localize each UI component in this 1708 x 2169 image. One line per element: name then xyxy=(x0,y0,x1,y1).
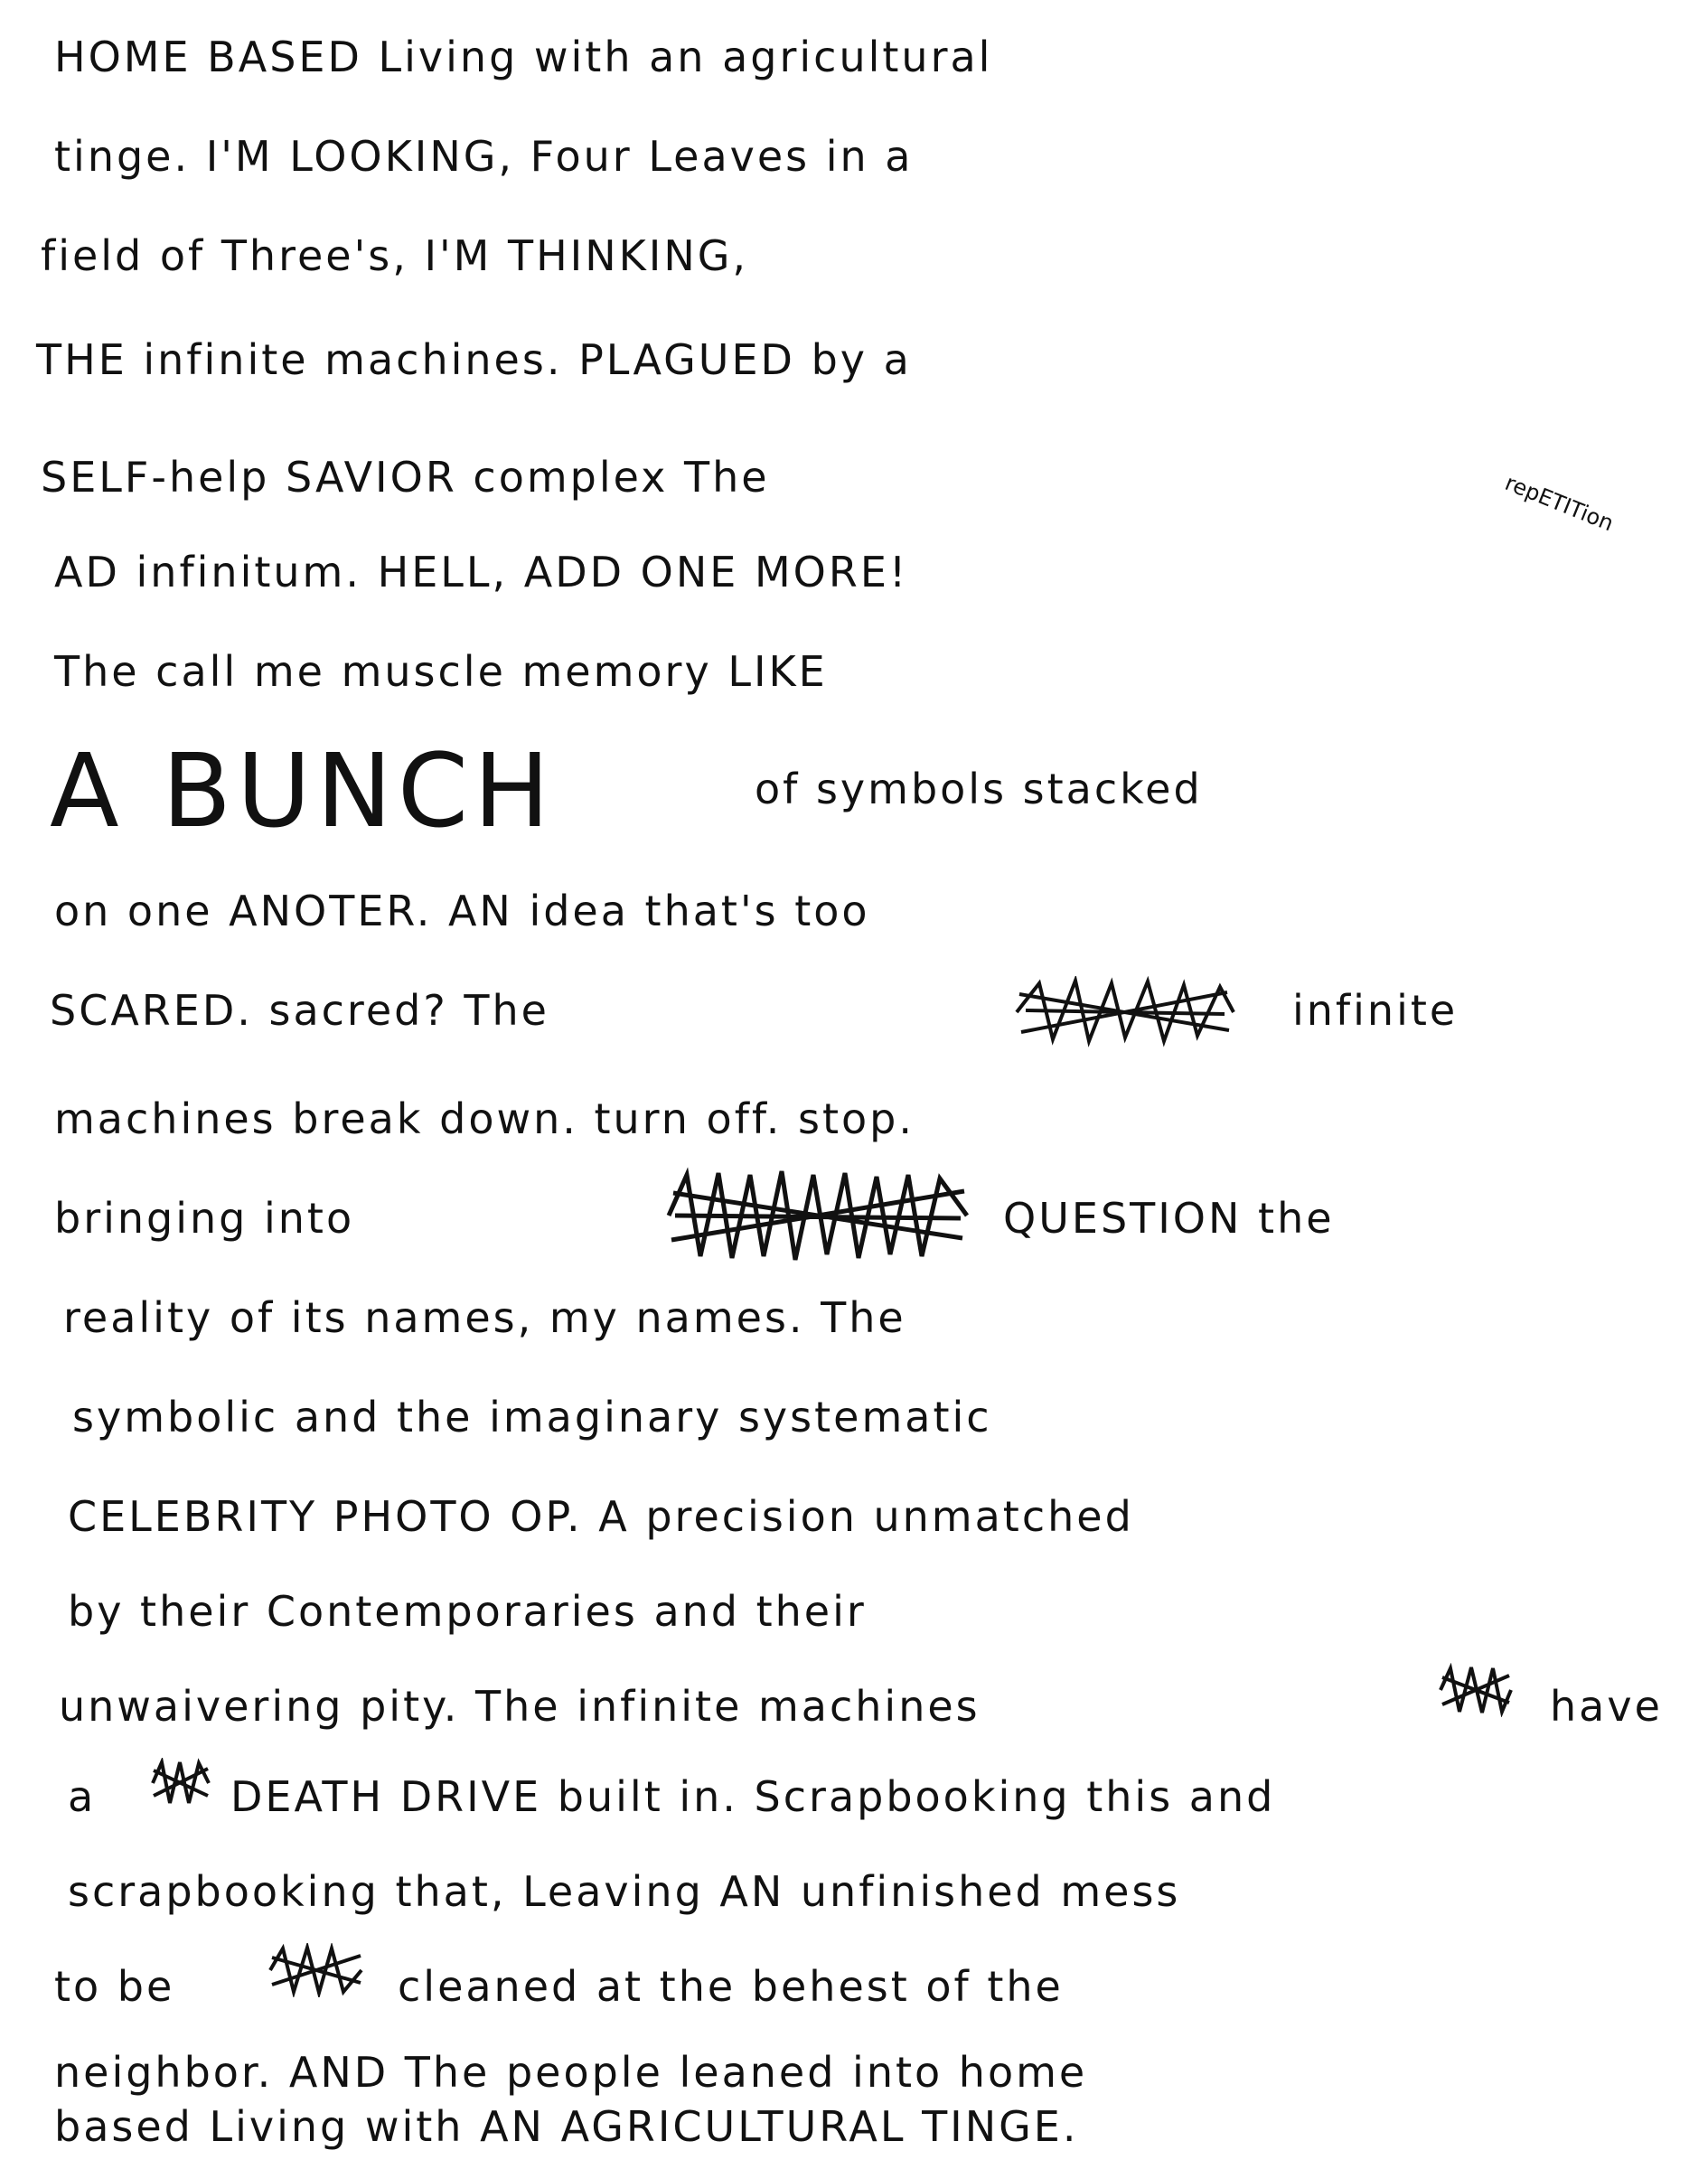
text-line-27: based Living with AN AGRICULTURAL TINGE. xyxy=(54,2102,1079,2151)
text-line-2: tinge. I'M LOOKING, Four Leaves in a xyxy=(54,132,914,181)
text-line-16: symbolic and the imaginary systematic xyxy=(72,1393,992,1441)
text-line-17: CELEBRITY PHOTO OP. A precision unmatched xyxy=(68,1492,1134,1541)
text-line-21: a xyxy=(68,1772,97,1821)
text-line-4: THE infinite machines. PLAGUED by a xyxy=(36,335,912,384)
scribble-cross-out xyxy=(267,1943,366,1997)
text-line-14: QUESTION the xyxy=(1003,1194,1335,1243)
text-line-8: of symbols stacked xyxy=(755,765,1203,813)
text-line-1: HOME BASED Living with an agricultural xyxy=(54,33,993,81)
scribble-cross-out xyxy=(664,1166,971,1265)
text-line-23: scrapbooking that, Leaving AN unfinished mess xyxy=(68,1867,1181,1916)
text-line-15: reality of its names, my names. The xyxy=(63,1293,906,1342)
text-line-20: have xyxy=(1550,1682,1663,1731)
scribble-cross-out xyxy=(1437,1663,1514,1717)
text-line-3: field of Three's, I'M THINKING, xyxy=(41,231,749,280)
text-line-19: unwaivering pity. The infinite machines xyxy=(59,1682,981,1731)
text-line-11: infinite xyxy=(1292,986,1459,1035)
text-line-10: SCARED. sacred? The xyxy=(50,986,549,1035)
text-line-6: AD infinitum. HELL, ADD ONE MORE! xyxy=(54,548,909,596)
text-line-26: neighbor. AND The people leaned into home xyxy=(54,2048,1088,2097)
text-line-9: on one ANOTER. AN idea that's too xyxy=(54,887,870,935)
text-line-13: bringing into xyxy=(54,1194,355,1243)
margin-note-repetition: repETITion xyxy=(1501,470,1618,537)
text-line-25: cleaned at the behest of the xyxy=(398,1962,1064,2011)
scribble-cross-out xyxy=(1012,976,1238,1048)
text-line-5: SELF-help SAVIOR complex The xyxy=(41,453,770,502)
scribble-cross-out xyxy=(149,1758,212,1808)
text-line-24: to be xyxy=(54,1962,175,2011)
text-line-18: by their Contemporaries and their xyxy=(68,1587,867,1636)
text-line-22: DEATH DRIVE built in. Scrapbooking this and xyxy=(230,1772,1276,1821)
text-line-12: machines break down. turn off. stop. xyxy=(54,1094,915,1143)
text-line-7: The call me muscle memory LIKE xyxy=(54,647,828,696)
emphasis-a-bunch: A BUNCH xyxy=(50,733,556,850)
